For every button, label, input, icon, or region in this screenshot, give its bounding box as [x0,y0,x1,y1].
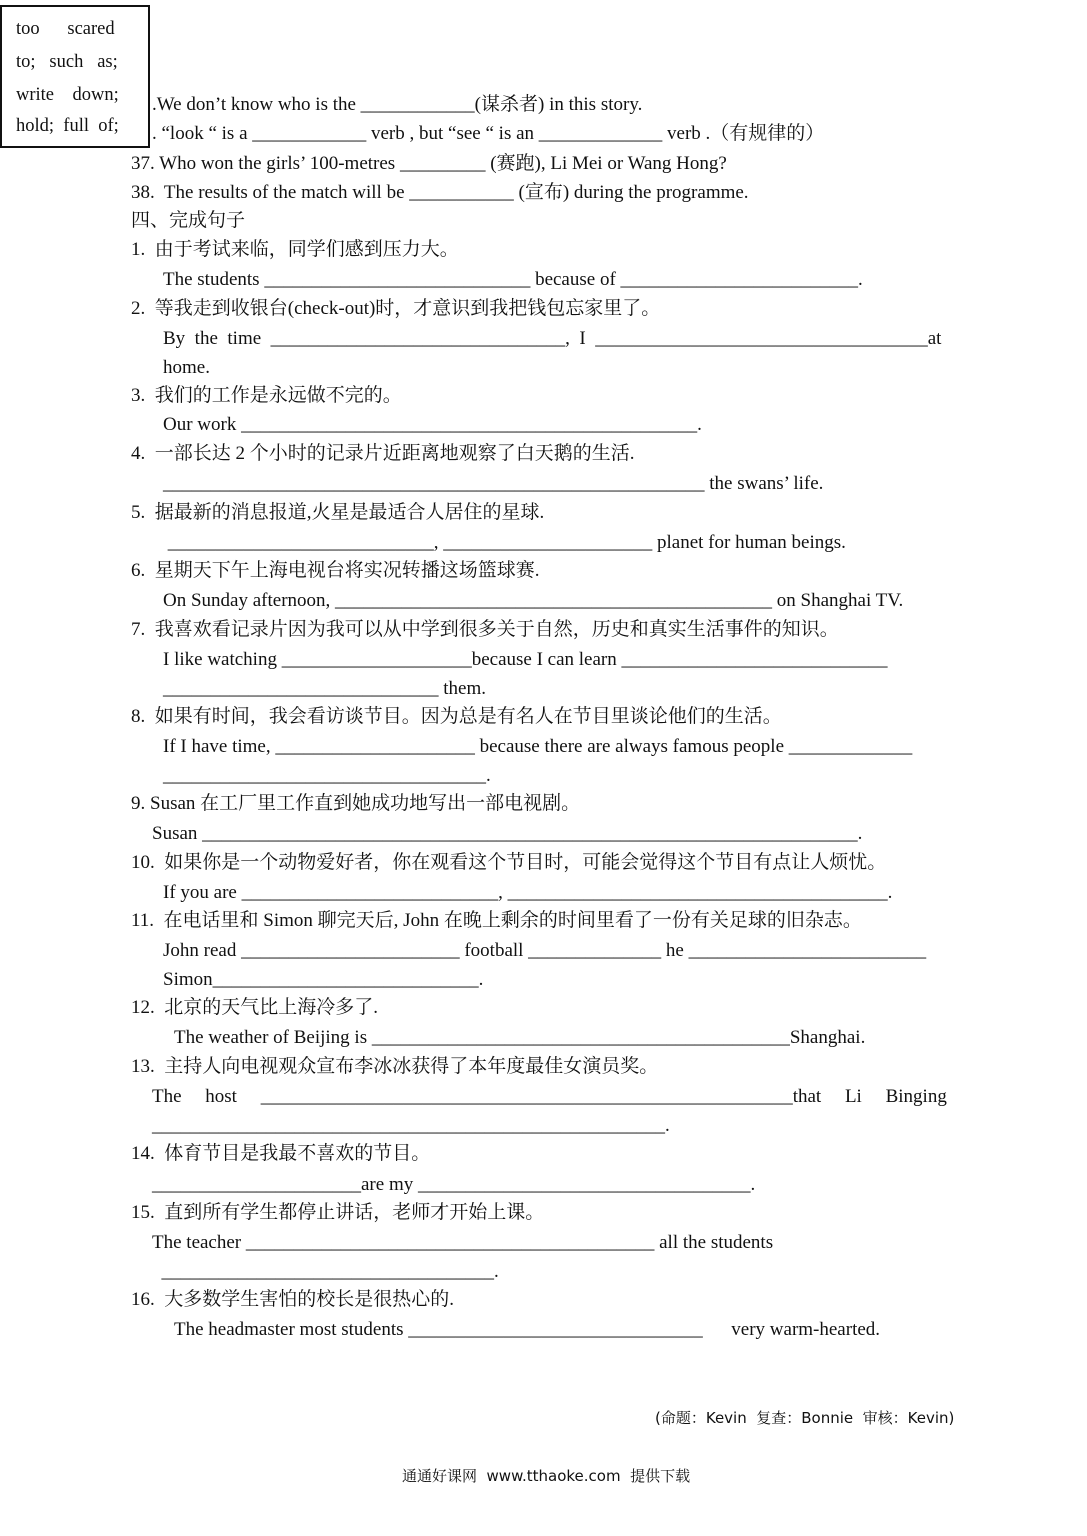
item-10-prompt: 10. 如果你是一个动物爱好者，你在观看这个节目时，可能会觉得这个节目有点让人烦忧。 [131,852,887,873]
item-6-prompt: 6. 星期天下午上海电视台将实况转播这场篮球赛. [131,560,540,581]
word-bank-line: to; such as; [16,52,118,72]
word-bank-line: too scared [16,19,115,39]
item-8-prompt: 8. 如果有时间，我会看访谈节目。因为总是有名人在节目里谈论他们的生活。 [131,706,782,727]
item-5-prompt: 5. 据最新的消息报道,火星是最适合人居住的星球. [131,502,545,523]
item-6-answer-line: On Sunday afternoon, ______________________________________________ on Shanghai TV. [163,590,904,611]
item-11-answer-line: Simon____________________________. [163,969,484,990]
item-10-answer-line: If you are ___________________________, ________________________________________. [163,882,893,903]
item-16-prompt: 16. 大多数学生害怕的校长是很热心的. [131,1289,455,1310]
item-2-answer-line: home. [163,357,210,378]
word-bank-line: write down; [16,85,119,105]
item-8-answer-line: __________________________________. [163,765,491,786]
item-9-prompt: 9. Susan 在工厂里工作直到她成功地写出一部电视剧。 [131,793,581,814]
item-7-prompt: 7. 我喜欢看记录片因为我可以从中学到很多关于自然，历史和真实生活事件的知识。 [131,619,839,640]
item-14-answer-line: ______________________are my ___________________________________. [152,1174,756,1195]
vocab-question-38: 38. The results of the match will be ___________ (宣布) during the programme. [131,182,749,203]
item-9-answer-line: Susan _____________________________________________________________________. [152,823,863,844]
item-15-prompt: 15. 直到所有学生都停止讲话，老师才开始上课。 [131,1202,545,1223]
section-title: 四、完成句子 [131,210,246,231]
item-3-prompt: 3. 我们的工作是永远做不完的。 [131,385,402,406]
item-15-answer-line: ___________________________________. [152,1261,499,1282]
item-12-answer-line: The weather of Beijing is ____________________________________________Shanghai. [174,1027,866,1048]
download-source-note: 通通好课网 www.tthaoke.com 提供下载 [402,1467,691,1485]
vocab-question-37: 37. Who won the girls’ 100-metres _________ (赛跑), Li Mei or Wang Hong? [131,153,727,174]
item-13-answer-line: ______________________________________________________. [152,1115,670,1136]
item-7-answer-line: _____________________________ them. [163,678,486,699]
word-bank-box [0,5,150,148]
vocab-question-35: .We don’t know who is the ____________(谋杀者) in this story. [152,94,643,115]
item-15-answer-line: The teacher ___________________________________________ all the students [152,1232,774,1253]
item-16-answer-line: The headmaster most students _______________________________ very warm-hearted. [174,1319,881,1340]
vocab-question-36: . “look “ is a ____________ verb , but “see “ is an _____________ verb .（有规律的） [152,123,825,144]
item-14-prompt: 14. 体育节目是我最不喜欢的节目。 [131,1143,431,1164]
item-2-prompt: 2. 等我走到收银台(check-out)时，才意识到我把钱包忘家里了。 [131,298,661,319]
item-7-answer-line: I like watching ____________________because I can learn ____________________________ [163,649,888,670]
review-credits: (命题：Kevin 复查：Bonnie 审核：Kevin) [655,1409,955,1427]
item-11-answer-line: John read _______________________ football ______________ he _________________________ [163,940,927,961]
item-12-prompt: 12. 北京的天气比上海冷多了. [131,997,379,1018]
item-5-answer-line: ____________________________, ______________________ planet for human beings. [163,532,846,553]
item-4-prompt: 4. 一部长达 2 个小时的记录片近距离地观察了白天鹅的生活. [131,443,635,464]
item-8-answer-line: If I have time, _____________________ because there are always famous people _____________ [163,736,913,757]
item-13-answer-line: The host ________________________________________________________that Li Binging [152,1086,947,1107]
item-1-prompt: 1. 由于考试来临，同学们感到压力大。 [131,239,459,260]
item-2-answer-line: By the time _______________________________, I ___________________________________at [163,328,942,349]
item-3-answer-line: Our work ________________________________________________. [163,414,702,435]
item-4-answer-line: _________________________________________________________ the swans’ life. [163,473,824,494]
item-13-prompt: 13. 主持人向电视观众宣布李冰冰获得了本年度最佳女演员奖。 [131,1056,659,1077]
item-11-prompt: 11. 在电话里和 Simon 聊完天后, John 在晚上剩余的时间里看了一份有关足球的旧杂志。 [131,910,862,931]
word-bank-line: hold; full of; [16,116,119,136]
item-1-answer-line: The students ____________________________ because of _________________________. [163,269,863,290]
